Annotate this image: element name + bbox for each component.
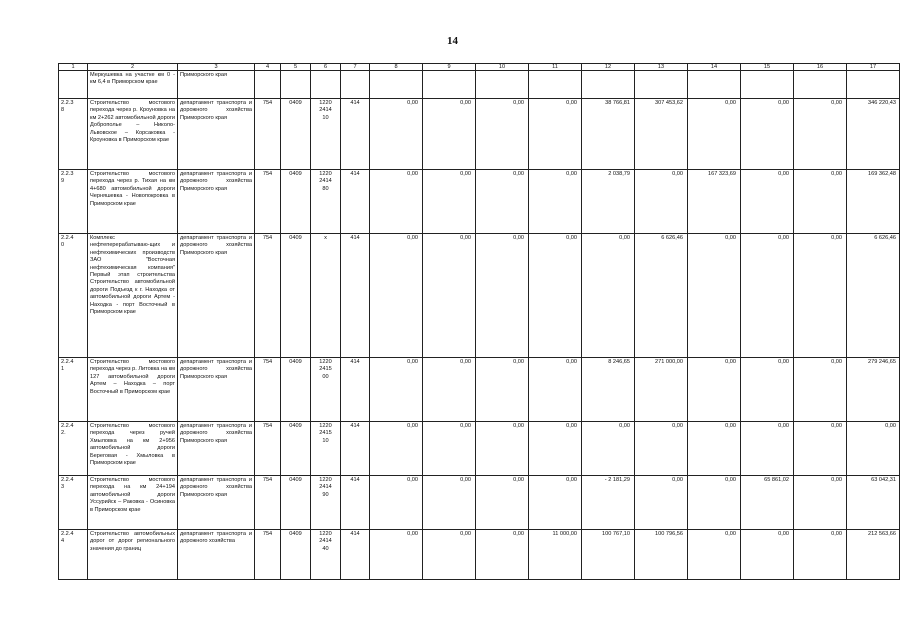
table-row [59, 234, 900, 358]
value-col-12: 0,00 [582, 422, 635, 476]
value-col-8: 0,00 [370, 422, 423, 476]
column-header-row [59, 64, 900, 71]
value-col-12: - 2 181,29 [582, 476, 635, 530]
value-col-8: 0,00 [370, 530, 423, 580]
table-row [59, 99, 900, 170]
target-article: 1220 2414 10 [311, 99, 341, 170]
value-col-10: 0,00 [476, 99, 529, 170]
value-col-10: 0,00 [476, 170, 529, 234]
value-col-9: 0,00 [423, 530, 476, 580]
responsible-body: департамент транспорта и дорожного хозяйства Приморского края [178, 422, 255, 476]
value-col-12: 8 246,65 [582, 358, 635, 422]
value-col-14: 0,00 [688, 530, 741, 580]
table-row [59, 358, 900, 422]
value-col-16: 0,00 [794, 476, 847, 530]
column-header-15: 15 [741, 64, 794, 71]
total-col-17: 0,00 [847, 422, 900, 476]
value-col-14: 0,00 [688, 358, 741, 422]
row-number: 2.2.4 4 [59, 530, 88, 580]
column-header-4: 4 [255, 64, 281, 71]
value-col-13: 307 453,62 [635, 99, 688, 170]
value-col-13: 100 796,56 [635, 530, 688, 580]
value-col-9: 0,00 [423, 476, 476, 530]
value-col-11: 0,00 [529, 422, 582, 476]
object-name: Строительство мостового перехода на км 24+194 автомобильной дороги Уссурийск – Раковка - Осиновка в Приморском крае [88, 476, 178, 530]
value-col-12: 38 766,81 [582, 99, 635, 170]
total-col-17 [847, 71, 900, 99]
expense-type: 414 [341, 234, 370, 358]
section-code: 0409 [281, 530, 311, 580]
ministry-code: 754 [255, 358, 281, 422]
column-header-3: 3 [178, 64, 255, 71]
value-col-8 [370, 71, 423, 99]
value-col-16: 0,00 [794, 234, 847, 358]
value-col-9: 0,00 [423, 234, 476, 358]
section-code: 0409 [281, 358, 311, 422]
column-header-7: 7 [341, 64, 370, 71]
value-col-11: 0,00 [529, 170, 582, 234]
value-col-9: 0,00 [423, 170, 476, 234]
value-col-16: 0,00 [794, 422, 847, 476]
ministry-code: 754 [255, 422, 281, 476]
expense-type: 414 [341, 99, 370, 170]
value-col-13 [635, 71, 688, 99]
column-header-14: 14 [688, 64, 741, 71]
value-col-12: 2 038,79 [582, 170, 635, 234]
column-header-12: 12 [582, 64, 635, 71]
value-col-9 [423, 71, 476, 99]
target-article: 1220 2415 10 [311, 422, 341, 476]
expense-type: 414 [341, 170, 370, 234]
responsible-body: департамент транспорта и дорожного хозяйства Приморского края [178, 170, 255, 234]
expense-type: 414 [341, 476, 370, 530]
expense-type: 414 [341, 530, 370, 580]
value-col-13: 0,00 [635, 170, 688, 234]
row-number: 2.2.4 0 [59, 234, 88, 358]
ministry-code [255, 71, 281, 99]
table-row [59, 476, 900, 530]
object-name: Комплекс нефтеперерабатываю-щих и нефтехимических производств ЗАО "Восточная нефтехимическая компания" Первый этап строительства Строительство автомобильной дороги Подъезд к г. Находка от автомобильной дороги Артем - Находка - порт Восточный в Приморском крае [88, 234, 178, 358]
value-col-15 [741, 71, 794, 99]
value-col-11: 11 000,00 [529, 530, 582, 580]
table-row [59, 530, 900, 580]
table-row [59, 170, 900, 234]
value-col-14: 0,00 [688, 476, 741, 530]
ministry-code: 754 [255, 234, 281, 358]
value-col-14: 0,00 [688, 99, 741, 170]
total-col-17: 212 563,66 [847, 530, 900, 580]
target-article: 1220 2414 80 [311, 170, 341, 234]
value-col-13: 6 626,46 [635, 234, 688, 358]
value-col-14 [688, 71, 741, 99]
value-col-8: 0,00 [370, 476, 423, 530]
target-article: х [311, 234, 341, 358]
value-col-10: 0,00 [476, 530, 529, 580]
responsible-body: Приморского края [178, 71, 255, 99]
value-col-16 [794, 71, 847, 99]
value-col-10: 0,00 [476, 422, 529, 476]
object-name: Строительство мостового перехода через р. Тихая на км 4+680 автомобильной дороги Черняшевка - Новопокровка в Приморском крае [88, 170, 178, 234]
total-col-17: 63 042,31 [847, 476, 900, 530]
value-col-10 [476, 71, 529, 99]
ministry-code: 754 [255, 170, 281, 234]
value-col-8: 0,00 [370, 170, 423, 234]
object-name: Строительство автомобильных дорог от дорог регионального значения до границ [88, 530, 178, 580]
row-number: 2.2.4 3 [59, 476, 88, 530]
object-name: Строительство мостового перехода через р. Литовка на км 127 автомобильной дороги Артем – Находка – порт Восточный в Приморском крае [88, 358, 178, 422]
value-col-15: 0,00 [741, 530, 794, 580]
page-number: 14 [447, 35, 458, 47]
value-col-13: 0,00 [635, 422, 688, 476]
value-col-15: 0,00 [741, 99, 794, 170]
object-name: Строительство мостового перехода через ручей Хмыловка на км 2+956 автомобильной дороги Береговая - Хмыловка в Приморском крае [88, 422, 178, 476]
value-col-11: 0,00 [529, 476, 582, 530]
value-col-14: 0,00 [688, 234, 741, 358]
value-col-16: 0,00 [794, 358, 847, 422]
target-article [311, 71, 341, 99]
budget-table [58, 63, 900, 580]
value-col-14: 0,00 [688, 422, 741, 476]
value-col-8: 0,00 [370, 234, 423, 358]
expense-type: 414 [341, 422, 370, 476]
value-col-10: 0,00 [476, 358, 529, 422]
column-header-2: 2 [88, 64, 178, 71]
responsible-body: департамент транспорта и дорожного хозяйства Приморского края [178, 358, 255, 422]
column-header-16: 16 [794, 64, 847, 71]
row-number: 2.2.4 2. [59, 422, 88, 476]
value-col-16: 0,00 [794, 170, 847, 234]
column-header-9: 9 [423, 64, 476, 71]
value-col-15: 0,00 [741, 170, 794, 234]
row-number: 2.2.3 8 [59, 99, 88, 170]
value-col-12 [582, 71, 635, 99]
value-col-11: 0,00 [529, 358, 582, 422]
responsible-body: департамент транспорта и дорожного хозяйства Приморского края [178, 99, 255, 170]
column-header-10: 10 [476, 64, 529, 71]
object-name: Меркушевка на участке км 0 - км 6,4 в Приморском крае [88, 71, 178, 99]
value-col-9: 0,00 [423, 422, 476, 476]
column-header-8: 8 [370, 64, 423, 71]
value-col-14: 167 323,69 [688, 170, 741, 234]
section-code: 0409 [281, 422, 311, 476]
value-col-8: 0,00 [370, 358, 423, 422]
value-col-15: 0,00 [741, 422, 794, 476]
object-name: Строительство мостового перехода через р. Кроуновка на км 2+262 автомобильной дороги Доброполье – Николо-Львовское – Корсаковка - Кроуновка в Приморском крае [88, 99, 178, 170]
value-col-15: 0,00 [741, 234, 794, 358]
ministry-code: 754 [255, 530, 281, 580]
value-col-11: 0,00 [529, 234, 582, 358]
target-article: 1220 2414 40 [311, 530, 341, 580]
value-col-13: 0,00 [635, 476, 688, 530]
value-col-10: 0,00 [476, 234, 529, 358]
responsible-body: департамент транспорта и дорожного хозяйства Приморского края [178, 234, 255, 358]
value-col-15: 65 861,02 [741, 476, 794, 530]
ministry-code: 754 [255, 99, 281, 170]
responsible-body: департамент транспорта и дорожного хозяйства Приморского края [178, 476, 255, 530]
total-col-17: 169 362,48 [847, 170, 900, 234]
responsible-body: департамент транспорта и дорожного хозяйства [178, 530, 255, 580]
table-row [59, 422, 900, 476]
value-col-12: 0,00 [582, 234, 635, 358]
section-code [281, 71, 311, 99]
row-number [59, 71, 88, 99]
value-col-8: 0,00 [370, 99, 423, 170]
column-header-5: 5 [281, 64, 311, 71]
section-code: 0409 [281, 99, 311, 170]
expense-type: 414 [341, 358, 370, 422]
value-col-16: 0,00 [794, 99, 847, 170]
section-code: 0409 [281, 234, 311, 358]
total-col-17: 279 246,65 [847, 358, 900, 422]
ministry-code: 754 [255, 476, 281, 530]
value-col-13: 271 000,00 [635, 358, 688, 422]
row-number: 2.2.4 1 [59, 358, 88, 422]
column-header-13: 13 [635, 64, 688, 71]
row-number: 2.2.3 9 [59, 170, 88, 234]
expense-type [341, 71, 370, 99]
value-col-12: 100 767,10 [582, 530, 635, 580]
value-col-9: 0,00 [423, 358, 476, 422]
target-article: 1220 2414 90 [311, 476, 341, 530]
value-col-9: 0,00 [423, 99, 476, 170]
target-article: 1220 2415 00 [311, 358, 341, 422]
section-code: 0409 [281, 170, 311, 234]
column-header-17: 17 [847, 64, 900, 71]
section-code: 0409 [281, 476, 311, 530]
table-row [59, 71, 900, 99]
value-col-15: 0,00 [741, 358, 794, 422]
value-col-11 [529, 71, 582, 99]
column-header-6: 6 [311, 64, 341, 71]
total-col-17: 6 626,46 [847, 234, 900, 358]
column-header-1: 1 [59, 64, 88, 71]
value-col-11: 0,00 [529, 99, 582, 170]
value-col-16: 0,00 [794, 530, 847, 580]
value-col-10: 0,00 [476, 476, 529, 530]
total-col-17: 346 220,43 [847, 99, 900, 170]
column-header-11: 11 [529, 64, 582, 71]
